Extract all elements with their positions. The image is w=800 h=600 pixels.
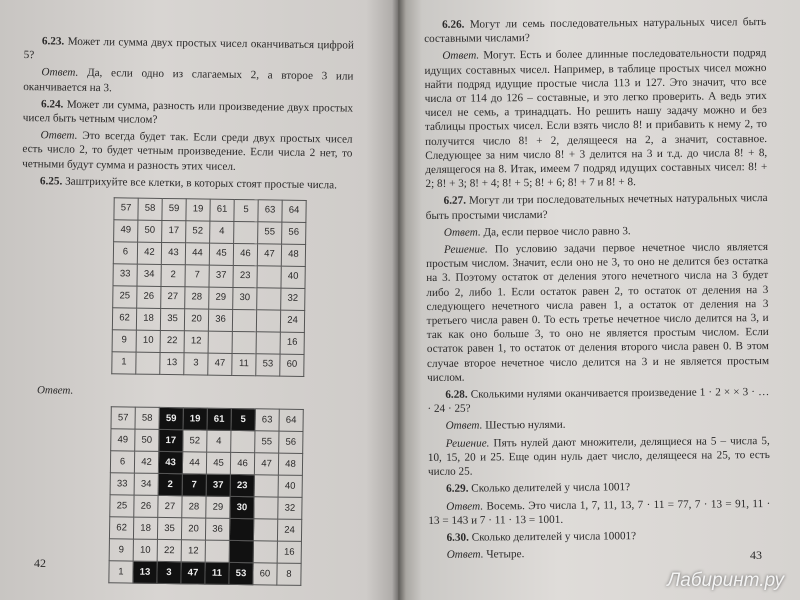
- grid-cell: 64: [282, 200, 306, 222]
- grid-cell: 11: [232, 353, 256, 375]
- grid-cell: 56: [282, 222, 306, 244]
- grid-cell: 61: [210, 199, 234, 221]
- grid-cell: 8: [277, 563, 301, 585]
- grid-cell: 40: [278, 475, 302, 497]
- grid-cell: [253, 519, 277, 541]
- grid-cell: 5: [231, 409, 255, 431]
- problem-6-28: [427, 385, 769, 416]
- grid-cell: 35: [157, 518, 181, 540]
- grid-cell: [231, 431, 255, 453]
- grid-cell: 6: [110, 451, 134, 473]
- grid-cell: 28: [182, 496, 206, 518]
- grid-cell: 30: [233, 287, 257, 309]
- grid-cell: 50: [138, 220, 162, 242]
- solution-6-28: [428, 434, 770, 480]
- problem-number: 6.27.: [443, 195, 467, 208]
- grid-cell: 45: [206, 452, 230, 474]
- problem-6-27: [426, 191, 768, 222]
- problem-6-23: [24, 34, 354, 67]
- grid-cell: 24: [280, 310, 304, 332]
- grid-cell: 37: [206, 474, 230, 496]
- grid-cell: 47: [208, 353, 232, 375]
- problem-number: 6.26.: [442, 18, 465, 31]
- grid-cell: 10: [136, 330, 160, 352]
- answer-text: Да, если первое число равно 3.: [483, 225, 631, 239]
- grid-cell: 18: [136, 308, 160, 330]
- grid-row: [110, 473, 302, 498]
- grid-cell: 23: [230, 475, 254, 497]
- grid-row: [112, 330, 304, 355]
- grid-cell: [254, 497, 278, 519]
- grid-cell: [256, 332, 280, 354]
- grid-cell: [208, 331, 232, 353]
- number-grid-answer: [108, 406, 303, 586]
- number-grid-exercise: [111, 197, 306, 377]
- grid-cell: [257, 288, 281, 310]
- grid-cell: 1: [112, 352, 136, 374]
- grid-cell: 47: [181, 562, 205, 584]
- grid-cell: 57: [111, 407, 135, 429]
- grid-cell: 34: [137, 264, 161, 286]
- grid-cell: 7: [185, 265, 209, 287]
- grid-cell: 58: [135, 407, 159, 429]
- grid-row: [109, 539, 301, 564]
- grid-row: [112, 352, 304, 377]
- grid-cell: 42: [137, 242, 161, 264]
- grid-cell: 64: [279, 409, 303, 431]
- answer-6-30: [429, 545, 771, 562]
- grid-row: [113, 242, 305, 267]
- grid-cell: 43: [158, 452, 182, 474]
- grid-cell: 19: [186, 199, 210, 221]
- grid-cell: 10: [133, 539, 157, 561]
- grid-cell: 36: [208, 309, 232, 331]
- left-page: [0, 0, 398, 600]
- page-number: 42: [34, 556, 46, 570]
- grid-row: [113, 264, 305, 289]
- answer-label: Ответ.: [41, 66, 79, 80]
- answer-6-23: [23, 65, 353, 98]
- left-text-column: [16, 34, 354, 595]
- problem-number: 6.23.: [41, 35, 65, 48]
- grid-cell: [256, 310, 280, 332]
- grid-cell: 50: [135, 429, 159, 451]
- grid-cell: 58: [138, 198, 162, 220]
- grid-cell: 33: [110, 473, 134, 495]
- grid-cell: 22: [160, 330, 184, 352]
- grid-cell: 61: [207, 408, 231, 430]
- answer-text: Шестью нулями.: [485, 419, 566, 432]
- grid-cell: 60: [253, 563, 277, 585]
- grid-cell: 49: [114, 220, 138, 242]
- question-text: Может ли сумма, разность или произведение двух простых чисел быть четным числом?: [22, 98, 354, 126]
- grid-cell: 3: [184, 353, 208, 375]
- grid-cell: 12: [181, 540, 205, 562]
- grid-cell: 27: [161, 286, 185, 308]
- grid-row: [109, 561, 301, 586]
- grid-cell: 17: [162, 220, 186, 242]
- answer-text: Восемь. Это числа 1, 7, 11, 13, 7 · 11 = 77, 7 · 13 = 91, 11 · 13 = 143 и 7 · 11 · 13 = 1001.: [428, 497, 771, 527]
- grid-cell: 63: [258, 200, 282, 222]
- grid-cell: 44: [182, 452, 206, 474]
- answer-6-28: [428, 416, 770, 433]
- grid-cell: 22: [157, 540, 181, 562]
- right-page: [398, 0, 800, 600]
- question-text: Сколько делителей у числа 10001?: [471, 530, 637, 544]
- grid-cell: [234, 221, 258, 243]
- grid-cell: 35: [160, 308, 184, 330]
- grid-cell: [254, 475, 278, 497]
- grid-cell: 6: [113, 242, 137, 264]
- grid-cell: 49: [111, 429, 135, 451]
- grid-cell: 47: [257, 244, 281, 266]
- question-text: Могут ли три последовательных нечетных натуральных числа быть простыми числами?: [425, 192, 768, 222]
- grid-cell: 34: [134, 473, 158, 495]
- grid-row: [111, 407, 303, 432]
- grid-row: [111, 429, 303, 454]
- grid-cell: 29: [206, 496, 230, 518]
- grid-cell: 25: [110, 495, 134, 517]
- problem-6-30: [428, 528, 770, 545]
- answer-label: Ответ.: [40, 129, 78, 142]
- grid-cell: [232, 331, 256, 353]
- problem-number: 6.28.: [445, 388, 468, 401]
- grid-cell: 29: [209, 287, 233, 309]
- answer-6-27: [426, 223, 768, 240]
- question-text: Заштрихуйте все клетки, в которых стоят простые числа.: [65, 175, 338, 192]
- grid-cell: 53: [229, 563, 253, 585]
- grid-cell: 48: [281, 244, 305, 266]
- question-text: Может ли сумма двух простых чисел оканчиваться цифрой 5?: [23, 35, 354, 62]
- grid-cell: [229, 519, 253, 541]
- question-text: Могут ли семь последовательных натуральных чисел быть составными числами?: [424, 16, 767, 46]
- grid-cell: 24: [277, 519, 301, 541]
- grid-row: [109, 517, 301, 542]
- grid-cell: 30: [230, 497, 254, 519]
- grid-cell: 2: [158, 474, 182, 496]
- grid-cell: 27: [158, 496, 182, 518]
- right-text-column: [424, 15, 771, 565]
- problem-number: 6.25.: [39, 175, 63, 188]
- solution-label: Решение.: [443, 243, 488, 256]
- grid-cell: 40: [281, 266, 305, 288]
- grid-cell: 28: [185, 287, 209, 309]
- problem-6-25: [22, 174, 352, 193]
- problem-6-26: [424, 15, 766, 46]
- grid-cell: 17: [159, 430, 183, 452]
- grid-cell: 57: [114, 198, 138, 220]
- solution-6-27: [426, 240, 769, 385]
- problem-number: 6.30.: [446, 531, 469, 544]
- grid-cell: 26: [134, 495, 158, 517]
- answer-text: Четыре.: [486, 548, 525, 561]
- grid-cell: 20: [184, 309, 208, 331]
- answer-text: Это всегда будет так. Если среди двух простых чисел есть число 2, то будет четным произведение. Если числа 2 нет, то четными будут сумма и разность этих чисел.: [22, 130, 353, 173]
- watermark-logo: Лабиринт.ру: [667, 570, 784, 591]
- problem-6-29: [428, 479, 770, 496]
- grid-cell: 62: [112, 308, 136, 330]
- grid-cell: 1: [109, 561, 133, 583]
- grid-cell: 43: [161, 242, 185, 264]
- grid-cell: 47: [254, 453, 278, 475]
- grid-cell: 52: [186, 221, 210, 243]
- grid-cell: 53: [256, 354, 280, 376]
- answer-label: Ответ.: [443, 226, 481, 239]
- book-spine-shadow: [392, 0, 406, 600]
- grid-cell: 7: [182, 474, 206, 496]
- answer-6-29: [428, 496, 770, 527]
- grid-cell: 55: [255, 431, 279, 453]
- grid-row: [110, 451, 302, 476]
- grid-cell: 42: [134, 451, 158, 473]
- answer-text: Могут. Есть и более длинные последовательности подряд идущих составных чисел. Например, в таблице простых чисел можно найти подряд идущие простые числа 113 и 127. Это значит, что все числа от 114 до 126 – составные, и это легко проверить. А ведь этих чисел не семь, а тринадцать. Но решить нашу задачу можно и без таблицы простых чисел. Если взять число 8! и прибавить к нему 2, то получится число 8! + 2, делящееся на 2, а значит, составное. Следующее за ним число 8! + 3 делится на 3 и т.д. до числа 8! + 8, делящегося на 8. Итак, имеем 7 подряд идущих составных чисел: 8! + 2; 8! + 3; 8! + 4; 8! + 5; 8! + 6; 8! + 7 и 8! + 8.: [424, 47, 768, 191]
- grid-cell: 55: [258, 222, 282, 244]
- grid-cell: [205, 540, 229, 562]
- grid-row: [114, 220, 306, 245]
- grid-cell: 12: [184, 331, 208, 353]
- problem-number: 6.24.: [40, 98, 64, 111]
- grid-cell: 44: [185, 243, 209, 265]
- grid-cell: 32: [278, 497, 302, 519]
- grid-cell: 16: [277, 541, 301, 563]
- grid-cell: 3: [157, 562, 181, 584]
- grid-cell: 60: [280, 354, 304, 376]
- page-number: 43: [750, 548, 762, 562]
- grid-cell: 23: [233, 265, 257, 287]
- answer-label: Ответ.: [36, 384, 74, 397]
- answer-label: Ответ.: [445, 419, 483, 433]
- grid-cell: 20: [181, 518, 205, 540]
- grid-cell: 52: [183, 430, 207, 452]
- grid-cell: 9: [112, 330, 136, 352]
- grid-cell: 26: [137, 286, 161, 308]
- grid-cell: 45: [209, 243, 233, 265]
- grid-cell: 4: [210, 221, 234, 243]
- grid-cell: [253, 541, 277, 563]
- answer-label: Ответ.: [442, 49, 480, 63]
- grid-cell: 5: [234, 199, 258, 221]
- grid-cell: 59: [162, 198, 186, 220]
- grid-cell: [136, 352, 160, 374]
- answer-6-24: [22, 128, 353, 175]
- grid-cell: 2: [161, 264, 185, 286]
- grid-cell: 19: [183, 408, 207, 430]
- grid-cell: 4: [207, 430, 231, 452]
- grid-cell: 33: [113, 264, 137, 286]
- grid-cell: [229, 541, 253, 563]
- grid-cell: 32: [281, 288, 305, 310]
- question-text: Сколькими нулями оканчивается произведение 1 · 2 × × 3 · … · 24 · 25?: [427, 386, 770, 416]
- solution-text: По условию задачи первое нечетное число является простым числом. Значит, если оно не 3, то оно не делится без остатка на 3. Поэтому остаток от деления этого нечетного числа на 3 будет либо 2, либо 1. Если остаток равен 2, то остаток от деления на 3 следующего нечетного числа равен 1, а остаток от деления на 3 третьего числа равен 0. То есть третье нечетное число делится на 3, и так как оно больше 3, то оно не является простым числом. Если остаток равен 1, то остаток от деления второго числа равен 0. В этом случае второе нечетное число делится на 3 и не является простым числом.: [426, 241, 770, 384]
- grid-cell: 48: [278, 453, 302, 475]
- grid-cell: 13: [133, 561, 157, 583]
- grid-cell: 11: [205, 562, 229, 584]
- grid-cell: 63: [255, 409, 279, 431]
- grid-row: [112, 308, 304, 333]
- answer-text: Да, если одно из слагаемых 2, а второе 3 или оканчивается на 3.: [23, 67, 354, 94]
- grid-row: [114, 198, 306, 223]
- problem-6-24: [23, 97, 353, 130]
- solution-label: Решение.: [445, 437, 490, 450]
- answer-label: Ответ.: [446, 500, 484, 513]
- grid-cell: 46: [230, 453, 254, 475]
- grid-cell: 62: [109, 517, 133, 539]
- question-text: Сколько делителей у числа 1001?: [471, 481, 631, 495]
- answer-6-26: [424, 46, 767, 191]
- grid-cell: 9: [109, 539, 133, 561]
- grid-row: [110, 495, 302, 520]
- grid-cell: 56: [279, 431, 303, 453]
- grid-cell: 16: [280, 332, 304, 354]
- grid-cell: 36: [205, 518, 229, 540]
- grid-cell: 25: [113, 286, 137, 308]
- grid-cell: 18: [133, 517, 157, 539]
- grid-cell: 59: [159, 408, 183, 430]
- grid-cell: 46: [233, 243, 257, 265]
- grid-cell: [232, 309, 256, 331]
- grid-row: [113, 286, 305, 311]
- answer-label: Ответ.: [446, 548, 484, 561]
- solution-text: Пять нулей дают множители, делящиеся на 5 – числа 5, 10, 15, 20 и 25. Еще один нуль дает число, делящееся на 25, то есть число 25.: [427, 434, 770, 479]
- grid-cell: [257, 266, 281, 288]
- grid-cell: 37: [209, 265, 233, 287]
- grid-cell: 13: [160, 352, 184, 374]
- problem-number: 6.29.: [446, 482, 469, 496]
